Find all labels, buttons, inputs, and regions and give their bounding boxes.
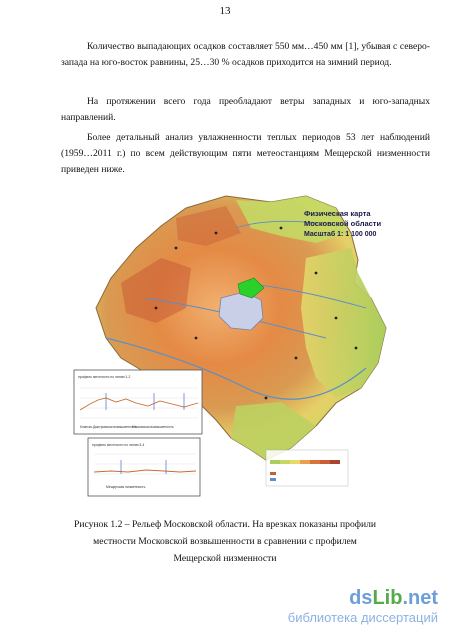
profile-inset-2 — [88, 438, 200, 496]
paragraph-winds: На протяжении всего года преобладают ветры западных и юго-западных направлений. — [61, 96, 430, 123]
caption-line-1: Рисунок 1.2 – Рельеф Московской области. На врезках показаны профили — [73, 519, 377, 530]
figure-caption — [60, 516, 390, 567]
inset1-label-left: Клинско-Дмитровская возвышенность — [80, 425, 137, 429]
paragraph-precipitation: Количество выпадающих осадков составляет 550 мм…450 мм [1], убывая с северо-запада на юго-восток равнины, 25…30 % осадков приходится на зимний период. — [61, 41, 430, 68]
inset2-label: Мещерская низменность — [106, 485, 146, 489]
map-scale: Масштаб 1: 1 100 000 — [304, 231, 377, 238]
relief-map-svg — [66, 188, 410, 502]
relief-map-figure — [66, 188, 410, 502]
map-title: Физическая карта — [304, 209, 371, 218]
dslib-subtitle: библиотека диссертаций — [287, 610, 438, 625]
dslib-watermark — [288, 588, 438, 625]
map-subtitle: Московской области — [304, 219, 382, 228]
inset1-title: профиль местности по линии 1-2 — [78, 375, 131, 379]
page-number: 13 — [219, 5, 231, 17]
inset1-label-right: Московская возвышенность — [132, 425, 174, 429]
caption-line-3: Мещерской низменности — [173, 553, 277, 564]
paragraph-analysis: Более детальный анализ увлажненности теплых периодов 53 лет наблюдений (1959…2011 г.) по всем действующим пяти метеостанциям Мещерской низменности приведен ниже. — [61, 132, 430, 175]
elevation-legend — [266, 450, 348, 486]
profile-inset-1 — [74, 370, 202, 434]
dslib-logo: dsLib.net — [349, 587, 438, 609]
caption-line-2: местности Московской возвышенности в сравнении с профилем — [93, 536, 357, 547]
inset2-title: профиль местности по линии 3-4 — [92, 443, 145, 447]
